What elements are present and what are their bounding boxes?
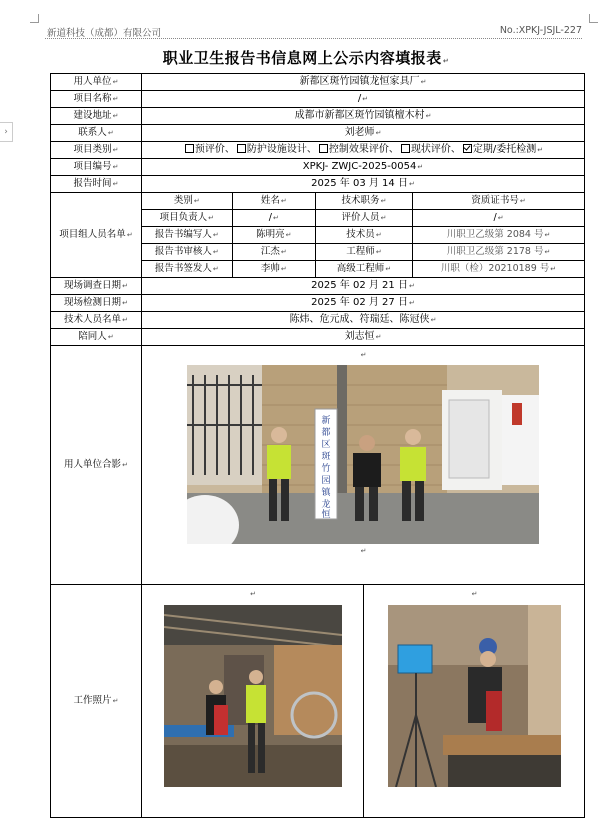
team-header-category: 类别↵ — [142, 193, 232, 210]
header-company: 新道科技（成都）有限公司 — [47, 28, 162, 39]
work-photo-cell-1 — [142, 585, 364, 817]
checkbox-control-effect[interactable] — [319, 144, 328, 153]
team-cert[interactable]: 川职（检）20210189 号↵ — [413, 261, 584, 278]
category-options: 预评价、 防护设施设计、 控制效果评价、 现状评价、 定期/委托检测↵ — [142, 142, 585, 159]
work-photos-cell — [142, 585, 585, 818]
group-photo-image — [187, 365, 539, 544]
team-cell — [142, 193, 585, 278]
team-name[interactable]: 陈明亮↵ — [232, 227, 315, 244]
work-photo-cell-2 — [364, 585, 585, 817]
employer-value[interactable]: 新都区斑竹园镇龙恒家具厂↵ — [142, 74, 585, 91]
sign-char: 竹 — [321, 464, 331, 474]
team-row — [142, 244, 584, 261]
group-photo-cell — [142, 346, 585, 585]
row-report-time — [51, 176, 585, 193]
team-header-row — [142, 193, 584, 210]
row-detect-date — [51, 295, 585, 312]
row-escort — [51, 329, 585, 346]
detect-date-value[interactable]: 2025 年 02 月 27 日↵ — [142, 295, 585, 312]
project-no-label: 项目编号↵ — [51, 159, 142, 176]
sign-char: 园 — [321, 476, 331, 486]
work-photo-1-image — [164, 605, 342, 787]
work-photo-2[interactable] — [388, 605, 561, 787]
address-value[interactable]: 成都市新都区斑竹园镇檀木村↵ — [142, 108, 585, 125]
crop-mark-top-left — [30, 14, 39, 23]
team-category: 报告书编写人↵ — [142, 227, 232, 244]
team-header-name: 姓名↵ — [232, 193, 315, 210]
checkbox-protection-design[interactable] — [237, 144, 246, 153]
team-category: 项目负责人↵ — [142, 210, 232, 227]
report-time-value[interactable]: 2025 年 03 月 14 日↵ — [142, 176, 585, 193]
row-team — [51, 193, 585, 278]
team-category: 报告书审核人↵ — [142, 244, 232, 261]
work-photo-2-image — [388, 605, 561, 787]
team-name[interactable]: /↵ — [232, 210, 315, 227]
team-header-title: 技术职务↵ — [315, 193, 412, 210]
team-category: 报告书签发人↵ — [142, 261, 232, 278]
sign-char: 斑 — [321, 452, 331, 462]
header-doc-number: No.:XPKJ-JSJL-227 — [499, 25, 582, 36]
sign-char: 区 — [321, 440, 331, 450]
work-photos-grid — [142, 585, 584, 817]
option-label: 现状评价 — [410, 144, 451, 155]
sign-char: 恒 — [321, 510, 331, 520]
project-name-label: 项目名称↵ — [51, 91, 142, 108]
team-name[interactable]: 李帅↵ — [232, 261, 315, 278]
row-technicians — [51, 312, 585, 329]
disclosure-form-table — [50, 73, 585, 818]
work-photo-1[interactable] — [164, 605, 342, 787]
escort-label: 陪同人↵ — [51, 329, 142, 346]
row-project-no — [51, 159, 585, 176]
paragraph-mark: ↵ — [360, 351, 367, 359]
project-no-value[interactable]: XPKJ- ZWJC-2025-0054↵ — [142, 159, 585, 176]
survey-date-value[interactable]: 2025 年 02 月 21 日↵ — [142, 278, 585, 295]
row-contact — [51, 125, 585, 142]
team-label: 项目组人员名单↵ — [51, 193, 142, 278]
team-title[interactable]: 评价人员↵ — [315, 210, 412, 227]
row-project-name — [51, 91, 585, 108]
contact-value[interactable]: 刘老师↵ — [142, 125, 585, 142]
technicians-label: 技术人员名单↵ — [51, 312, 142, 329]
team-title[interactable]: 技术员↵ — [315, 227, 412, 244]
row-work-photos — [51, 585, 585, 818]
group-photo[interactable] — [187, 365, 539, 544]
team-table — [142, 193, 584, 277]
option-label: 防护设施设计 — [246, 144, 307, 155]
group-photo-label: 用人单位合影↵ — [51, 346, 142, 585]
paragraph-mark: ↵ — [471, 590, 478, 598]
technicians-value[interactable]: 陈炜、危元成、符瑞廷、陈冠侠↵ — [142, 312, 585, 329]
row-employer — [51, 74, 585, 91]
row-category — [51, 142, 585, 159]
sign-char: 新 — [321, 416, 331, 426]
category-label: 项目类别↵ — [51, 142, 142, 159]
row-survey-date — [51, 278, 585, 295]
collapse-chevron-icon[interactable]: › — [0, 122, 13, 142]
row-address — [51, 108, 585, 125]
sign-char: 都 — [321, 428, 331, 438]
option-label: 控制效果评价 — [328, 144, 389, 155]
checkbox-status-evaluation[interactable] — [401, 144, 410, 153]
project-name-value[interactable]: /↵ — [142, 91, 585, 108]
header-rule — [45, 38, 582, 39]
paragraph-mark: ↵ — [360, 547, 367, 555]
report-time-label: 报告时间↵ — [51, 176, 142, 193]
address-label: 建设地址↵ — [51, 108, 142, 125]
checkbox-pre-evaluation[interactable] — [185, 144, 194, 153]
team-name[interactable]: 江杰↵ — [232, 244, 315, 261]
team-cert[interactable]: /↵ — [413, 210, 584, 227]
team-title[interactable]: 高级工程师↵ — [315, 261, 412, 278]
employer-label: 用人单位↵ — [51, 74, 142, 91]
team-row — [142, 261, 584, 278]
crop-mark-top-right — [589, 14, 598, 23]
row-group-photo — [51, 346, 585, 585]
checkbox-periodic-detection[interactable] — [463, 144, 472, 153]
survey-date-label: 现场调查日期↵ — [51, 278, 142, 295]
work-photos-label: 工作照片↵ — [51, 585, 142, 818]
escort-value[interactable]: 刘志恒↵ — [142, 329, 585, 346]
team-row — [142, 210, 584, 227]
option-label: 定期/委托检测 — [472, 144, 537, 155]
team-cert[interactable]: 川职卫乙级第 2084 号↵ — [413, 227, 584, 244]
detect-date-label: 现场检测日期↵ — [51, 295, 142, 312]
sign-char: 龙 — [321, 500, 331, 510]
paragraph-mark: ↵ — [250, 590, 256, 598]
team-row — [142, 227, 584, 244]
team-header-cert: 资质证书号↵ — [413, 193, 584, 210]
team-title[interactable]: 工程师↵ — [315, 244, 412, 261]
option-label: 预评价 — [194, 144, 225, 155]
page-title: 职业卫生报告书信息网上公示内容填报表↵ — [162, 49, 450, 67]
sign-char: 镇 — [321, 488, 331, 498]
contact-label: 联系人↵ — [51, 125, 142, 142]
team-cert[interactable]: 川职卫乙级第 2178 号↵ — [413, 244, 584, 261]
